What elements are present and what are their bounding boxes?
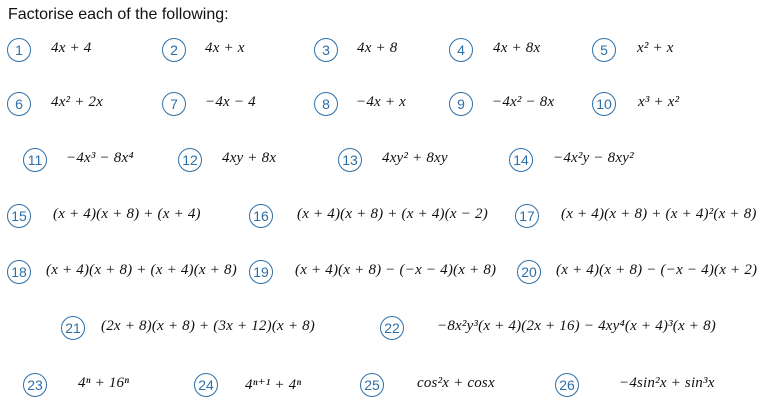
question-number-badge: 20 — [517, 260, 541, 284]
question-expression: x² + x — [637, 40, 674, 56]
question-expression: −4x − 4 — [205, 94, 256, 110]
question-number-badge: 4 — [449, 38, 473, 62]
question-expression: −4x²y − 8xy² — [553, 150, 634, 166]
question-expression: −4x² − 8x — [492, 94, 555, 110]
question-number-badge: 7 — [162, 92, 186, 116]
question-expression: 4x + x — [205, 40, 245, 56]
question-number-badge: 5 — [592, 38, 616, 62]
question-number-badge: 6 — [7, 92, 31, 116]
worksheet-title: Factorise each of the following: — [8, 6, 229, 23]
question-expression: −4x³ − 8x⁴ — [66, 150, 134, 166]
question-number-badge: 15 — [7, 204, 31, 228]
question-expression: cos²x + cosx — [417, 375, 495, 391]
question-number-badge: 8 — [314, 92, 338, 116]
question-number-badge: 2 — [162, 38, 186, 62]
question-expression: (x + 4)(x + 8) − (−x − 4)(x + 2) — [556, 262, 758, 278]
question-number-badge: 1 — [7, 38, 31, 62]
question-expression: −4x + x — [356, 94, 406, 110]
question-expression: −4sin²x + sin³x — [619, 375, 715, 391]
question-number-badge: 24 — [194, 373, 218, 397]
question-expression: 4x + 4 — [51, 40, 92, 56]
question-number-badge: 22 — [380, 316, 404, 340]
question-number-badge: 17 — [515, 204, 539, 228]
question-expression: 4ⁿ + 16ⁿ — [78, 375, 130, 391]
question-expression: (x + 4)(x + 8) − (−x − 4)(x + 8) — [295, 262, 497, 278]
question-number-badge: 12 — [178, 148, 202, 172]
question-expression: 4x + 8x — [493, 40, 541, 56]
question-number-badge: 16 — [249, 204, 273, 228]
question-number-badge: 25 — [360, 373, 384, 397]
question-expression: 4ⁿ⁺¹ + 4ⁿ — [245, 377, 302, 393]
question-expression: (x + 4)(x + 8) + (x + 4)(x − 2) — [297, 206, 488, 222]
question-number-badge: 18 — [7, 260, 31, 284]
question-number-badge: 9 — [449, 92, 473, 116]
question-number-badge: 3 — [314, 38, 338, 62]
question-expression: (x + 4)(x + 8) + (x + 4)(x + 8) — [46, 262, 237, 278]
question-expression: 4xy² + 8xy — [382, 150, 448, 166]
question-number-badge: 13 — [338, 148, 362, 172]
question-number-badge: 11 — [23, 148, 47, 172]
question-number-badge: 21 — [61, 316, 85, 340]
question-expression: −8x²y³(x + 4)(2x + 16) − 4xy⁴(x + 4)³(x + 8) — [437, 318, 716, 334]
question-expression: (x + 4)(x + 8) + (x + 4) — [53, 206, 201, 222]
question-number-badge: 19 — [249, 260, 273, 284]
question-expression: 4x² + 2x — [51, 94, 104, 110]
question-number-badge: 10 — [592, 92, 616, 116]
question-expression: (x + 4)(x + 8) + (x + 4)²(x + 8) — [561, 206, 757, 222]
question-expression: 4x + 8 — [357, 40, 398, 56]
question-number-badge: 14 — [509, 148, 533, 172]
question-expression: (2x + 8)(x + 8) + (3x + 12)(x + 8) — [101, 318, 316, 334]
question-expression: 4xy + 8x — [222, 150, 277, 166]
question-number-badge: 23 — [23, 373, 47, 397]
question-expression: x³ + x² — [638, 94, 680, 110]
question-number-badge: 26 — [555, 373, 579, 397]
